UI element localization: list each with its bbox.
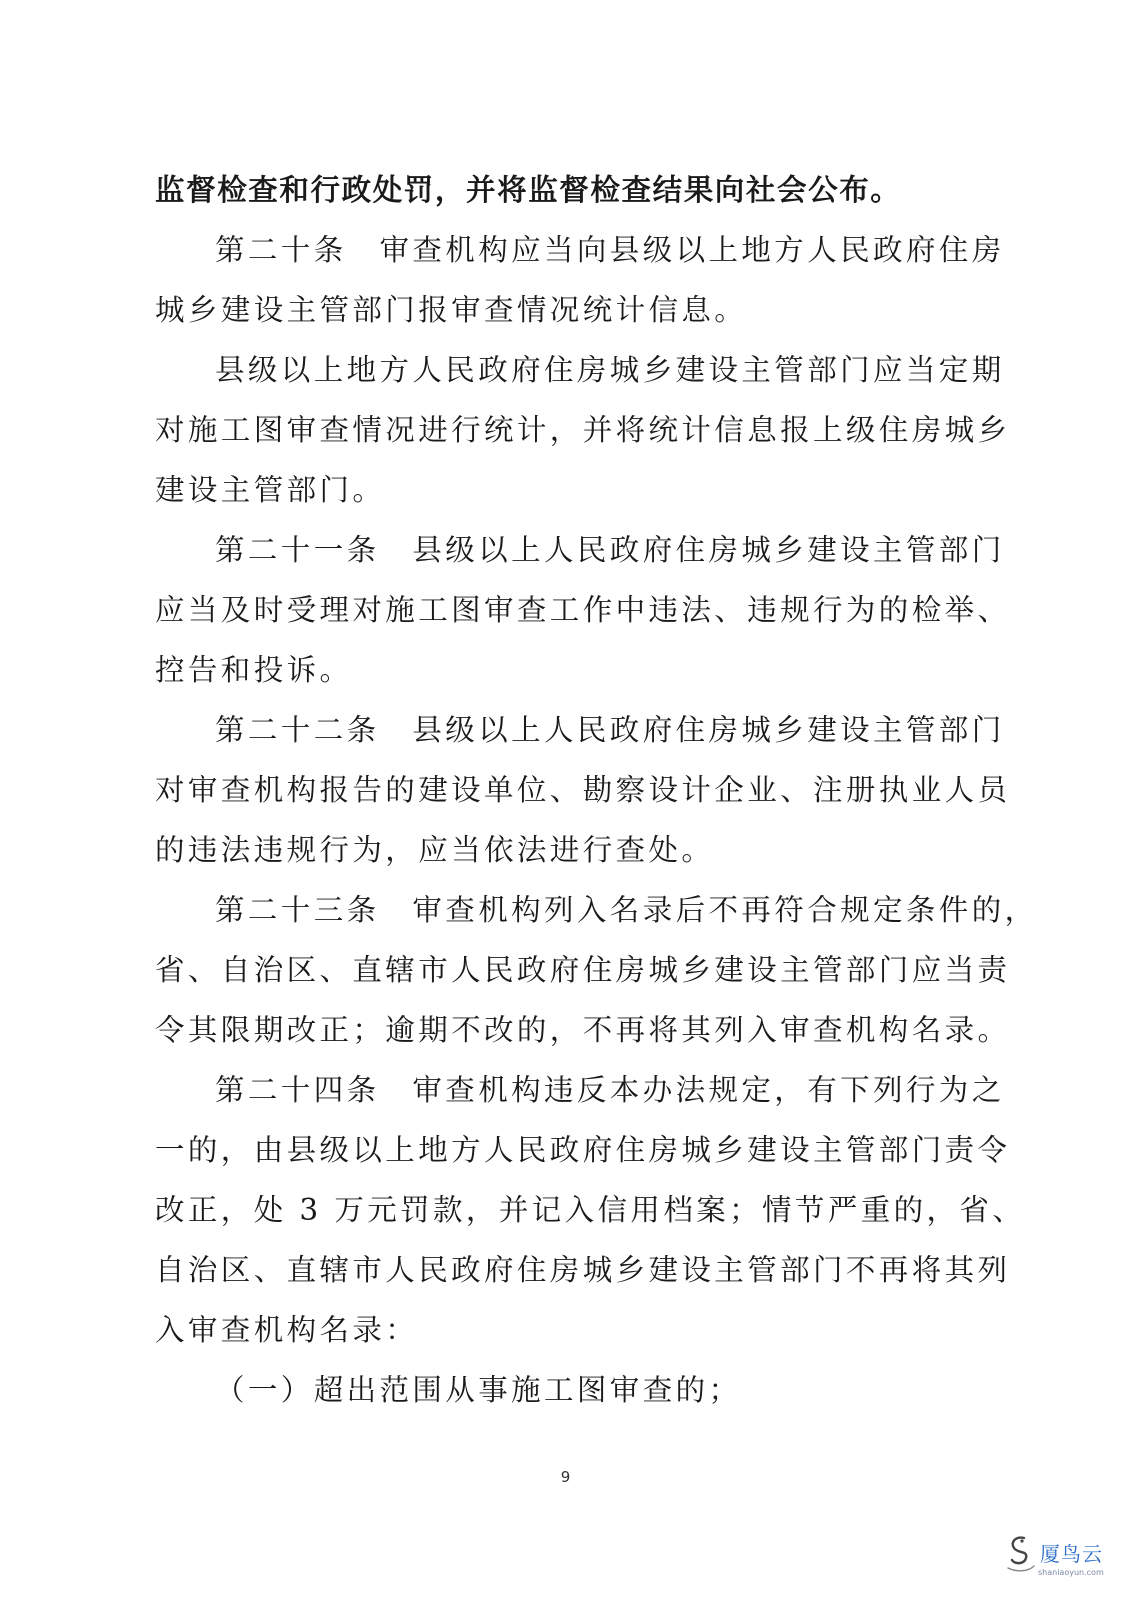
bird-logo-icon <box>1002 1532 1038 1576</box>
text-line-6: 建设主管部门。 <box>155 473 386 507</box>
text-line-19: 自治区、直辖市人民政府住房城乡建设主管部门不再将其列 <box>155 1253 1011 1287</box>
text-line-9: 控告和投诉。 <box>155 653 353 687</box>
watermark <box>1002 1532 1114 1584</box>
text-line-14: 省、自治区、直辖市人民政府住房城乡建设主管部门应当责 <box>155 953 1011 987</box>
text-line-1: 监督检查和行政处罚，并将监督检查结果向社会公布。 <box>155 173 902 207</box>
text-line-12: 的违法违规行为，应当依法进行查处。 <box>155 833 715 867</box>
text-line-11: 对审查机构报告的建设单位、勘察设计企业、注册执业人员 <box>155 773 1011 807</box>
text-line-8: 应当及时受理对施工图审查工作中违法、违规行为的检举、 <box>155 593 1011 627</box>
text-line-10: 第二十二条 县级以上人民政府住房城乡建设主管部门 <box>215 713 1005 747</box>
text-line-21: （一）超出范围从事施工图审查的； <box>215 1373 742 1407</box>
text-line-15: 令其限期改正；逾期不改的，不再将其列入审查机构名录。 <box>155 1013 1011 1047</box>
page-number: 9 <box>560 1468 571 1486</box>
text-line-4: 县级以上地方人民政府住房城乡建设主管部门应当定期 <box>215 353 1005 387</box>
watermark-url: shaniaoyun.com <box>1038 1568 1104 1577</box>
text-line-2: 第二十条 审查机构应当向县级以上地方人民政府住房 <box>215 233 1005 267</box>
text-line-17: 一的，由县级以上地方人民政府住房城乡建设主管部门责令 <box>155 1133 1011 1167</box>
text-line-3: 城乡建设主管部门报审查情况统计信息。 <box>155 293 748 327</box>
text-line-20: 入审查机构名录： <box>155 1313 419 1347</box>
text-line-13: 第二十三条 审查机构列入名录后不再符合规定条件的， <box>215 893 1038 927</box>
text-line-7: 第二十一条 县级以上人民政府住房城乡建设主管部门 <box>215 533 1005 567</box>
text-line-18: 改正，处 3 万元罚款，并记入信用档案；情节严重的，省、 <box>155 1193 1026 1227</box>
watermark-brand: 厦鸟云 <box>1040 1542 1103 1566</box>
text-line-16: 第二十四条 审查机构违反本办法规定，有下列行为之 <box>215 1073 1005 1107</box>
text-line-5: 对施工图审查情况进行统计，并将统计信息报上级住房城乡 <box>155 413 1011 447</box>
